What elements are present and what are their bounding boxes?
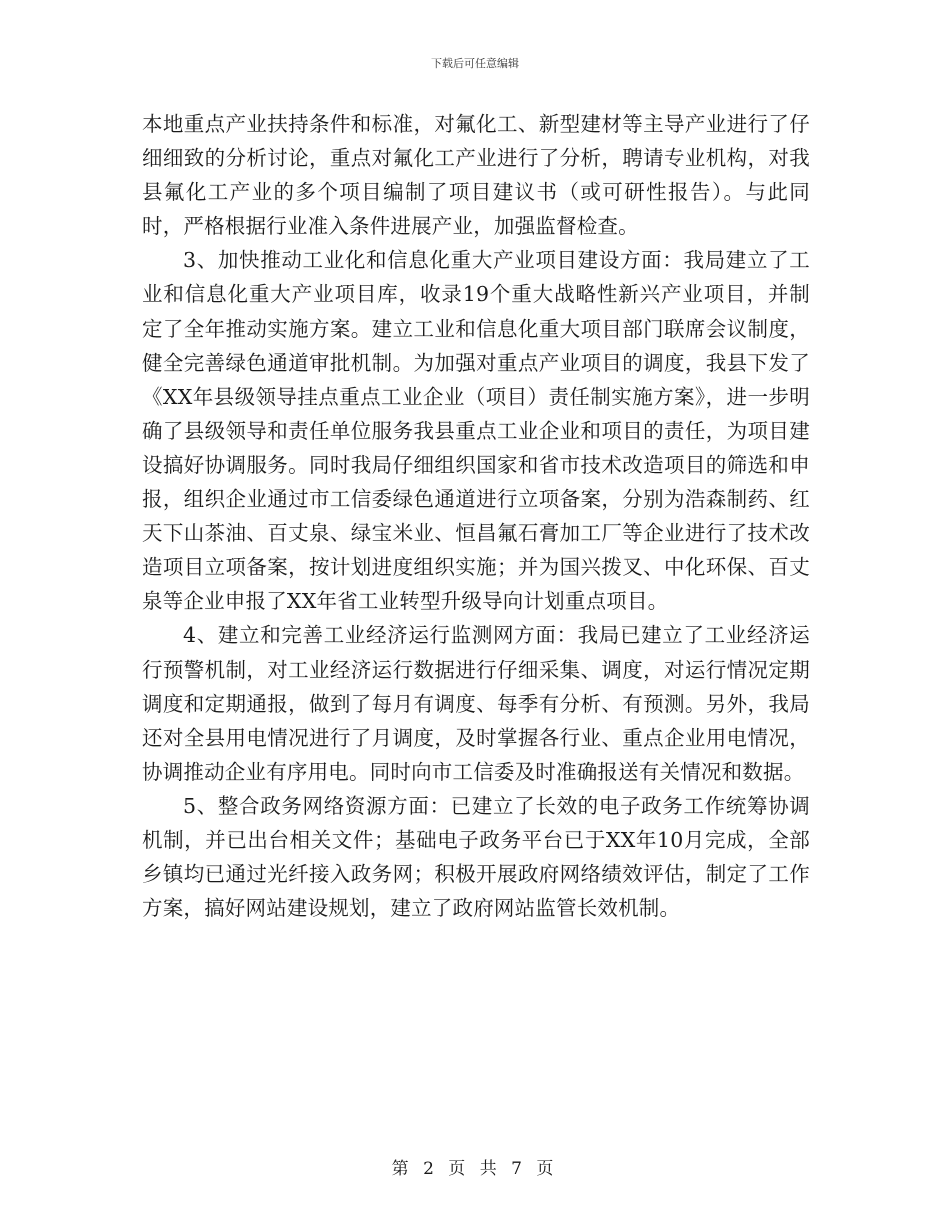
document-body	[142, 107, 810, 925]
paragraph-3: 4、建立和完善工业经济运行监测网方面：我局已建立了工业经济运行预警机制，对工业经济运行数据进行仔细采集、调度，对运行情况定期调度和定期通报，做到了每月有调度、每季有分析、有预测。另外，我局还对全县用电情况进行了月调度，及时掌握各行业、重点企业用电情况，协调推动企业有序用电。同时向市工信委及时准确报送有关情况和数据。	[142, 623, 810, 784]
paragraph-2: 3、加快推动工业化和信息化重大产业项目建设方面：我局建立了工业和信息化重大产业项目库，收录19个重大战略性新兴产业项目，并制定了全年推动实施方案。建立工业和信息化重大项目部门联席会议制度，健全完善绿色通道审批机制。为加强对重点产业项目的调度，我县下发了《XX年县级领导挂点重点工业企业（项目）责任制实施方案》，进一步明确了县级领导和责任单位服务我县重点工业企业和项目的责任，为项目建设搞好协调服务。同时我局仔细组织国家和省市技术改造项目的筛选和申报，组织企业通过市工信委绿色通道进行立项备案，分别为浩森制药、红天下山茶油、百丈泉、绿宝米业、恒昌氟石膏加工厂等企业进行了技术改造项目立项备案，按计划进度组织实施；并为国兴拨叉、中化环保、百丈泉等企业申报了XX年省工业转型升级导向计划重点项目。	[142, 248, 810, 614]
paragraph-1: 本地重点产业扶持条件和标准，对氟化工、新型建材等主导产业进行了仔细细致的分析讨论，重点对氟化工产业进行了分析，聘请专业机构，对我县氟化工产业的多个项目编制了项目建议书（或可研性报告）。与此同时，严格根据行业准入条件进展产业，加强监督检查。	[142, 112, 810, 239]
total-label: 共	[479, 1159, 497, 1179]
page-label-prefix: 第	[391, 1159, 409, 1179]
page-label-mid: 页	[448, 1159, 466, 1179]
page-label-suffix: 页	[536, 1159, 554, 1179]
total-pages-number: 7	[511, 1159, 522, 1179]
paragraph-4: 5、整合政务网络资源方面：已建立了长效的电子政务工作统筹协调机制，并已出台相关文件；基础电子政务平台已于XX年10月完成，全部乡镇均已通过光纤接入政务网；积极开展政府网络绩效评估，制定了工作方案，搞好网站建设规划，建立了政府网站监管长效机制。	[142, 793, 810, 921]
page-header: 下载后可任意编辑	[431, 57, 519, 70]
current-page-number: 2	[423, 1159, 434, 1179]
page-footer	[0, 1154, 950, 1179]
